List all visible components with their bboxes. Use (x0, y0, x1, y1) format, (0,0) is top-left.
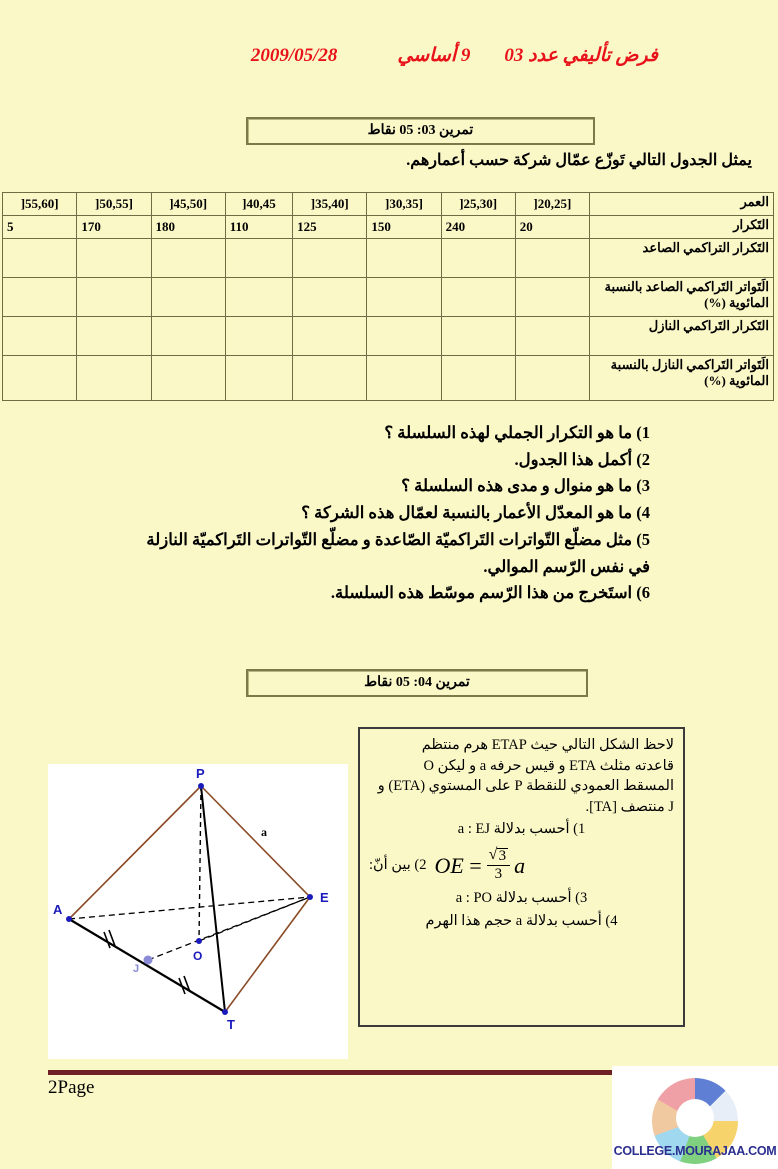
blank-cell[interactable] (77, 278, 151, 317)
class-cell: [25,30[ (441, 193, 515, 216)
header-title: فرض تأليفي عدد 03 (504, 45, 658, 66)
frequency-cell: 170 (77, 216, 151, 239)
pyramid-figure (48, 764, 348, 1059)
class-cell: 40,45[ (225, 193, 292, 216)
question-item-continuation: في نفس الرّسم الموالي. (483, 556, 650, 576)
blank-cell[interactable] (367, 278, 441, 317)
blank-cell[interactable] (151, 278, 225, 317)
blank-cell[interactable] (441, 356, 515, 401)
blank-cell[interactable] (293, 356, 367, 401)
question-item: 4) ما هو المعدّل الأعمار بالنسبة لعمّال هذه الشركة ؟ (301, 503, 650, 523)
question-item: 5) مثل مضلّع التّواترات التَراكميّة الصّاعدة و مضلّع التّواترات التَراكميّة النازلة (146, 529, 650, 549)
formula-oe (434, 848, 525, 883)
blank-cell[interactable] (225, 317, 292, 356)
blank-cell[interactable] (151, 239, 225, 278)
point-t (222, 1009, 228, 1015)
frequency-cell: 240 (441, 216, 515, 239)
blank-cell[interactable] (3, 356, 77, 401)
table-row-age (3, 193, 774, 216)
statement-line: قاعدته مثلث ETA و قيس حرفه a و ليكن O (423, 757, 674, 774)
exercise-4-question-4: 4) أحسب بدلالة a حجم هذا الهرم (425, 913, 618, 930)
sqrt-value: 3 (498, 847, 507, 864)
class-cell: [20,25[ (515, 193, 589, 216)
blank-cell[interactable] (515, 239, 589, 278)
blank-cell[interactable] (441, 317, 515, 356)
point-p (198, 783, 204, 789)
exercise-3-questions (0, 420, 650, 607)
row-label-cumulative-down: التَكرار التَراكمي النازل (590, 317, 774, 356)
question-2-number: 2) بين أنّ: (369, 856, 427, 873)
frequency-cell: 180 (151, 216, 225, 239)
question-item: 2) أكمل هذا الجدول. (514, 449, 650, 469)
blank-cell[interactable] (225, 278, 292, 317)
label-t: T (227, 1017, 235, 1032)
class-cell: [55,60[ (3, 193, 77, 216)
blank-cell[interactable] (293, 278, 367, 317)
edge-po-height (199, 786, 201, 941)
edge-at (69, 919, 225, 1012)
header-grade: 9 أساسي (397, 45, 471, 66)
blank-cell[interactable] (367, 356, 441, 401)
label-e: E (320, 890, 329, 905)
label-a: A (53, 902, 63, 917)
row-label-cumulative-up-pct: الَتَواتر التَراكمي الصاعد بالنسبة المائوية (%) (590, 278, 774, 317)
statement-line: المسقط العمودي للنقطة P على المستوي (ETA) و (377, 778, 674, 795)
point-e (307, 894, 313, 900)
formula-variable: a (514, 852, 526, 878)
table-row-cumulative-up-pct (3, 278, 774, 317)
exercise-4-question-3: 3) أحسب بدلالة a : PO (455, 890, 588, 907)
frequency-cell: 20 (515, 216, 589, 239)
formula-equals: = (467, 852, 483, 878)
exercise-4-question-1: 1) أحسب بدلالة a : EJ (457, 821, 586, 838)
site-logo (612, 1066, 778, 1169)
page-number: 2Page (48, 1077, 95, 1098)
blank-cell[interactable] (3, 239, 77, 278)
blank-cell[interactable] (515, 278, 589, 317)
header-date: 2009/05/28 (250, 44, 338, 66)
blank-cell[interactable] (441, 278, 515, 317)
frequency-cell: 5 (3, 216, 77, 239)
label-edge-a: a (261, 825, 267, 839)
edge-pt (201, 786, 225, 1012)
pyramid-svg (48, 764, 348, 1059)
blank-cell[interactable] (515, 356, 589, 401)
table-row-cumulative-up (3, 239, 774, 278)
exercise-3-title-box: تمرين 03: 05 نقاط (246, 117, 595, 145)
blank-cell[interactable] (151, 356, 225, 401)
class-cell: [45,50[ (151, 193, 225, 216)
blank-cell[interactable] (293, 317, 367, 356)
formula-fraction (487, 848, 511, 883)
blank-cell[interactable] (77, 239, 151, 278)
fraction-numerator (487, 848, 511, 865)
fraction-denominator: 3 (494, 866, 503, 883)
class-cell: [50,55[ (77, 193, 151, 216)
blank-cell[interactable] (515, 317, 589, 356)
edge-pe (201, 786, 310, 897)
blank-cell[interactable] (367, 317, 441, 356)
class-cell: [35,40[ (293, 193, 367, 216)
statement-line: J منتصف [TA]. (585, 798, 674, 815)
page-header (0, 44, 778, 67)
blank-cell[interactable] (225, 239, 292, 278)
exercise-3-subtitle: يمثل الجدول التالي تَوزّع عمّال شركة حسب أعمارهم. (406, 152, 752, 169)
point-j (144, 956, 153, 965)
frequency-cell: 110 (225, 216, 292, 239)
class-cell: [30,35[ (367, 193, 441, 216)
table-row-frequency (3, 216, 774, 239)
blank-cell[interactable] (367, 239, 441, 278)
edge-pa (69, 786, 201, 919)
label-o: O (193, 949, 203, 963)
blank-cell[interactable] (77, 356, 151, 401)
table-row-cumulative-down-pct (3, 356, 774, 401)
row-label-cumulative-up: التَكرار التراكمي الصاعد (590, 239, 774, 278)
frequency-cell: 150 (367, 216, 441, 239)
frequency-cell: 125 (293, 216, 367, 239)
label-j: J (133, 963, 140, 975)
exercise-4-title-box: تمرين 04: 05 نقاط (246, 669, 588, 697)
point-o (196, 938, 202, 944)
formula-lhs: OE (434, 852, 464, 878)
exercise-4-statement-box (358, 727, 685, 1027)
statement-line: لاحظ الشكل التالي حيث ETAP هرم منتظم (421, 737, 674, 753)
blank-cell[interactable] (77, 317, 151, 356)
blank-cell[interactable] (3, 278, 77, 317)
exercise-4-question-2 (369, 848, 674, 883)
blank-cell[interactable] (151, 317, 225, 356)
blank-cell[interactable] (441, 239, 515, 278)
row-label-age: العمر (590, 193, 774, 216)
question-item: 1) ما هو التكرار الجملي لهذه السلسلة ؟ (384, 423, 650, 442)
blank-cell[interactable] (3, 317, 77, 356)
frequency-table (2, 192, 774, 401)
question-item: 6) استَخرج من هذا الرّسم موسّط هذه السلسلة. (330, 583, 650, 603)
question-item: 3) ما هو منوال و مدى هذه السلسلة ؟ (401, 476, 650, 496)
label-p: P (196, 766, 205, 781)
table-row-cumulative-down (3, 317, 774, 356)
row-label-frequency: التَكرار (590, 216, 774, 239)
logo-hole (676, 1099, 714, 1137)
row-label-cumulative-down-pct: الَتَواتر التَراكمي النازل بالنسبة المائوية (%) (590, 356, 774, 401)
blank-cell[interactable] (293, 239, 367, 278)
edge-ae-hidden (69, 897, 310, 919)
blank-cell[interactable] (225, 356, 292, 401)
logo-caption: COLLEGE.MOURAJAA.COM (613, 1144, 777, 1158)
point-a (66, 916, 72, 922)
